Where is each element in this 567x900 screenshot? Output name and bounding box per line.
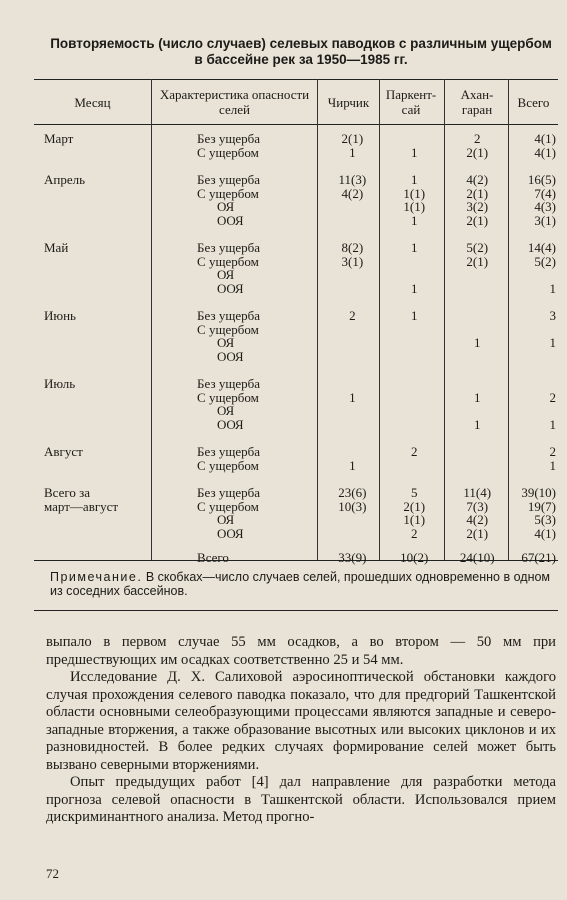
month-cell [34,268,159,282]
akhangaran-cell [446,268,509,282]
akhangaran-cell: 2(1) [466,525,489,541]
parkent-cell [383,255,446,269]
table-row [34,268,558,282]
table-header-rule [34,124,558,125]
month-cell [34,255,159,269]
category-label: ОЯ [217,199,235,214]
parkent-cell: 2(1) [403,498,426,514]
spacer-row [34,227,558,241]
parkent-cell [383,377,446,391]
header-chirchik: Чирчик [327,94,370,110]
chirchik-cell: 2(1) [341,131,364,146]
table-row [34,527,558,541]
chirchik-cell [322,527,382,541]
month-cell [34,527,159,541]
total-cell: 1 [549,416,556,432]
category-cell: Без ущерба [197,172,260,187]
parkent-cell [383,404,446,418]
table-row [34,241,558,255]
category-cell: Без ущерба [197,485,260,500]
total-cell: 14(4) [527,240,556,255]
parkent-cell: 1 [410,280,418,296]
total-cell: 4(1) [534,144,556,160]
category-cell: Без ущерба [197,376,260,391]
total-cell [509,268,558,282]
table-row [34,173,558,187]
chirchik-cell [322,513,382,527]
month-cell [34,323,159,337]
table-row [34,486,558,500]
table-row [34,513,558,527]
month-cell: Май [44,240,69,255]
category-cell [159,527,322,541]
chirchik-cell [322,214,382,228]
parkent-cell: 2 [410,444,418,459]
chirchik-cell: 3(1) [341,253,364,269]
spacer-row [34,295,558,309]
akhangaran-cell: 24(10) [459,550,495,565]
chirchik-cell: 2 [349,308,356,323]
month-cell [34,336,159,350]
category-label: ООЯ [217,212,244,228]
category-cell [159,418,322,432]
month-cell: Всего за [44,485,91,500]
chirchik-cell: 11(3) [338,172,367,187]
spacer-row [34,363,558,377]
parkent-cell: 1(1) [403,512,426,527]
table-row [34,459,558,473]
akhangaran-cell [446,282,509,296]
month-cell [34,282,159,296]
parkent-cell [383,391,446,405]
akhangaran-cell: 4(2) [466,512,489,527]
header-parkent: Паркент-сай [385,87,437,117]
table-row [34,282,558,296]
chirchik-cell [322,282,382,296]
header-characteristic: Характеристика опасности селей [159,87,310,117]
spacer-row [34,472,558,486]
spacer-cell [34,363,558,377]
chirchik-cell [322,445,382,459]
chirchik-cell [322,200,382,214]
category-label: ОЯ [217,512,235,527]
body-text [46,634,556,827]
parkent-cell: 1(1) [403,185,426,201]
month-cell [34,551,159,565]
total-cell [509,377,558,391]
total-cell: 4(1) [534,131,556,146]
akhangaran-cell [446,350,509,364]
akhangaran-cell: 5(2) [466,240,489,255]
category-cell: Без ущерба [197,131,260,146]
note-label: Примечание. [50,570,143,584]
table-title-line-2: в бассейне рек за 1950—1985 гг. [194,52,408,67]
month-cell [34,418,159,432]
category-label: ООЯ [217,280,244,296]
akhangaran-cell: 1 [473,389,481,405]
category-cell: С ущербом [197,321,259,337]
month-cell: Июнь [44,308,76,323]
akhangaran-cell [446,323,509,337]
table-row [34,132,558,146]
chirchik-cell: 10(3) [338,498,367,514]
akhangaran-cell [446,445,509,459]
month-cell [34,350,159,364]
table-row [34,187,558,201]
paragraph: выпало в первом случае 55 мм осадков, а во втором — 50 мм при предшествующих им осадках соответственно 25 и 54 мм. [46,634,556,668]
category-cell [159,200,322,214]
akhangaran-cell: 2 [473,131,481,146]
paragraph: Исследование Д. Х. Салиховой аэросиноптической обстановки каждого случая прохождения селевого паводка показало, что для предгорий Ташкентской области основными селеобразующими процессами являются западные и северо-западные вторжения, а также образование высотных или высоких циклонов и их разновидностей. В более редких случаях формирование селей может быть вызвано северными вторжениями. [46,669,556,773]
header-akhangaran: Ахан-гаран [460,87,494,117]
category-cell [159,214,322,228]
total-cell: 19(7) [527,498,556,514]
category-cell: Без ущерба [197,308,260,323]
month-cell [34,146,159,160]
total-cell [509,323,558,337]
parkent-cell: 2 [410,525,418,541]
header-month: Месяц [74,94,111,110]
table-row [34,551,558,565]
total-cell: 4(3) [534,199,556,214]
category-label: ООЯ [217,348,244,364]
total-cell: 2 [549,389,556,405]
category-cell: Без ущерба [197,444,260,459]
spacer-row [34,431,558,445]
table-row [34,500,558,514]
chirchik-cell [322,404,382,418]
category-label: ООЯ [217,525,244,541]
spacer-cell [34,295,558,309]
total-cell: 1 [549,280,556,296]
month-cell [34,404,159,418]
month-cell: Март [44,131,74,146]
total-cell: 16(5) [527,172,556,187]
akhangaran-cell: 7(3) [466,498,489,514]
table-row [34,323,558,337]
month-cell [34,187,159,201]
month-cell: Август [44,444,83,459]
spacer-cell [34,159,558,173]
table-row [34,214,558,228]
month-cell [34,200,159,214]
table-title-line-1: Повторяемость (число случаев) селевых паводков с различным ущербом [50,36,552,51]
category-cell: С ущербом [197,253,259,269]
month-cell [34,214,159,228]
chirchik-cell [322,418,382,432]
total-cell: 5(2) [534,253,556,269]
total-cell [509,350,558,364]
chirchik-cell: 1 [349,144,356,160]
parkent-cell: 1 [410,240,418,255]
month-cell [34,459,159,473]
chirchik-cell: 33(9) [338,550,367,565]
parkent-cell: 1 [410,212,418,228]
category-cell [159,350,322,364]
category-cell: С ущербом [197,185,259,201]
category-label: ОЯ [217,403,235,418]
total-cell: 1 [549,457,556,473]
spacer-row [34,159,558,173]
akhangaran-cell [446,459,509,473]
parkent-cell: 1 [410,308,418,323]
table-note [50,570,558,598]
table-row [34,445,558,459]
total-cell: 3 [549,308,556,323]
akhangaran-cell: 11(4) [463,485,492,500]
total-cell: 5(3) [534,512,556,527]
table-title [40,36,562,68]
chirchik-cell [322,323,382,337]
category-cell [159,404,322,418]
table-row [34,336,558,350]
month-cell [34,391,159,405]
parkent-cell [383,350,446,364]
category-cell [159,268,322,282]
month-cell: март—август [44,498,119,514]
parkent-cell [383,336,446,350]
table-row [34,391,558,405]
chirchik-cell: 1 [349,389,356,405]
category-cell: С ущербом [197,498,259,514]
category-cell: С ущербом [197,144,259,160]
total-cell: 67(21) [521,550,556,565]
akhangaran-cell: 1 [473,416,481,432]
parkent-cell [383,268,446,282]
akhangaran-cell [446,377,509,391]
note-text: В скобках—число случаев селей, прошедших одновременно в одном из соседних бассейнов. [50,570,551,598]
table-row [34,146,558,160]
akhangaran-cell: 4(2) [466,172,489,187]
category-cell: Всего [197,550,229,565]
table-row [34,309,558,323]
month-cell: Июль [44,376,76,391]
table-row [34,377,558,391]
header-total: Всего [517,94,550,110]
table-row [34,350,558,364]
parkent-cell [383,132,446,146]
total-cell: 2 [549,444,556,459]
akhangaran-cell: 2(1) [466,144,489,160]
akhangaran-cell [446,404,509,418]
month-cell [34,513,159,527]
paragraph: Опыт предыдущих работ [4] дал направление для разработки метода прогноза селевой опасности в Ташкентской области. Использовался прием дискриминантного анализа. Метод прогно- [46,774,556,825]
spacer-cell [34,472,558,486]
category-cell [159,513,322,527]
spacer-cell [34,431,558,445]
parkent-cell [383,418,446,432]
total-cell: 1 [549,335,556,350]
total-cell [509,404,558,418]
parkent-cell: 10(2) [400,550,429,565]
akhangaran-cell: 3(2) [466,199,489,214]
table-row [34,255,558,269]
chirchik-cell: 23(6) [338,485,367,500]
category-label: ОЯ [217,335,235,350]
parkent-cell [383,323,446,337]
chirchik-cell: 8(2) [341,240,364,255]
chirchik-cell: 4(2) [341,185,364,201]
total-cell: 4(1) [534,525,556,541]
parkent-cell: 1(1) [403,199,426,214]
category-cell [159,282,322,296]
akhangaran-cell: 2(1) [466,212,489,228]
category-label: ОЯ [217,267,235,282]
spacer-cell [34,227,558,241]
total-cell: 3(1) [534,212,556,228]
total-cell: 7(4) [534,185,556,201]
month-cell: Апрель [44,172,86,187]
akhangaran-cell: 2(1) [466,185,489,201]
category-cell [159,336,322,350]
category-label: ООЯ [217,416,244,432]
chirchik-cell [322,350,382,364]
chirchik-cell [322,336,382,350]
chirchik-cell: 1 [349,457,356,473]
table-row [34,200,558,214]
table-row [34,404,558,418]
total-cell: 39(10) [521,485,556,500]
parkent-cell [383,459,446,473]
akhangaran-cell: 1 [473,335,481,350]
parkent-cell: 5 [410,485,418,500]
chirchik-cell [322,377,382,391]
chirchik-cell [322,268,382,282]
category-cell: С ущербом [197,457,259,473]
akhangaran-cell: 2(1) [466,253,489,269]
category-cell: Без ущерба [197,240,260,255]
parkent-cell: 1 [410,144,418,160]
note-bottom-rule [34,610,558,611]
mudflow-table [34,132,558,565]
table-row [34,418,558,432]
category-cell: С ущербом [197,389,259,405]
page-number: 72 [46,866,59,881]
parkent-cell: 1 [410,172,418,187]
akhangaran-cell [446,309,509,323]
